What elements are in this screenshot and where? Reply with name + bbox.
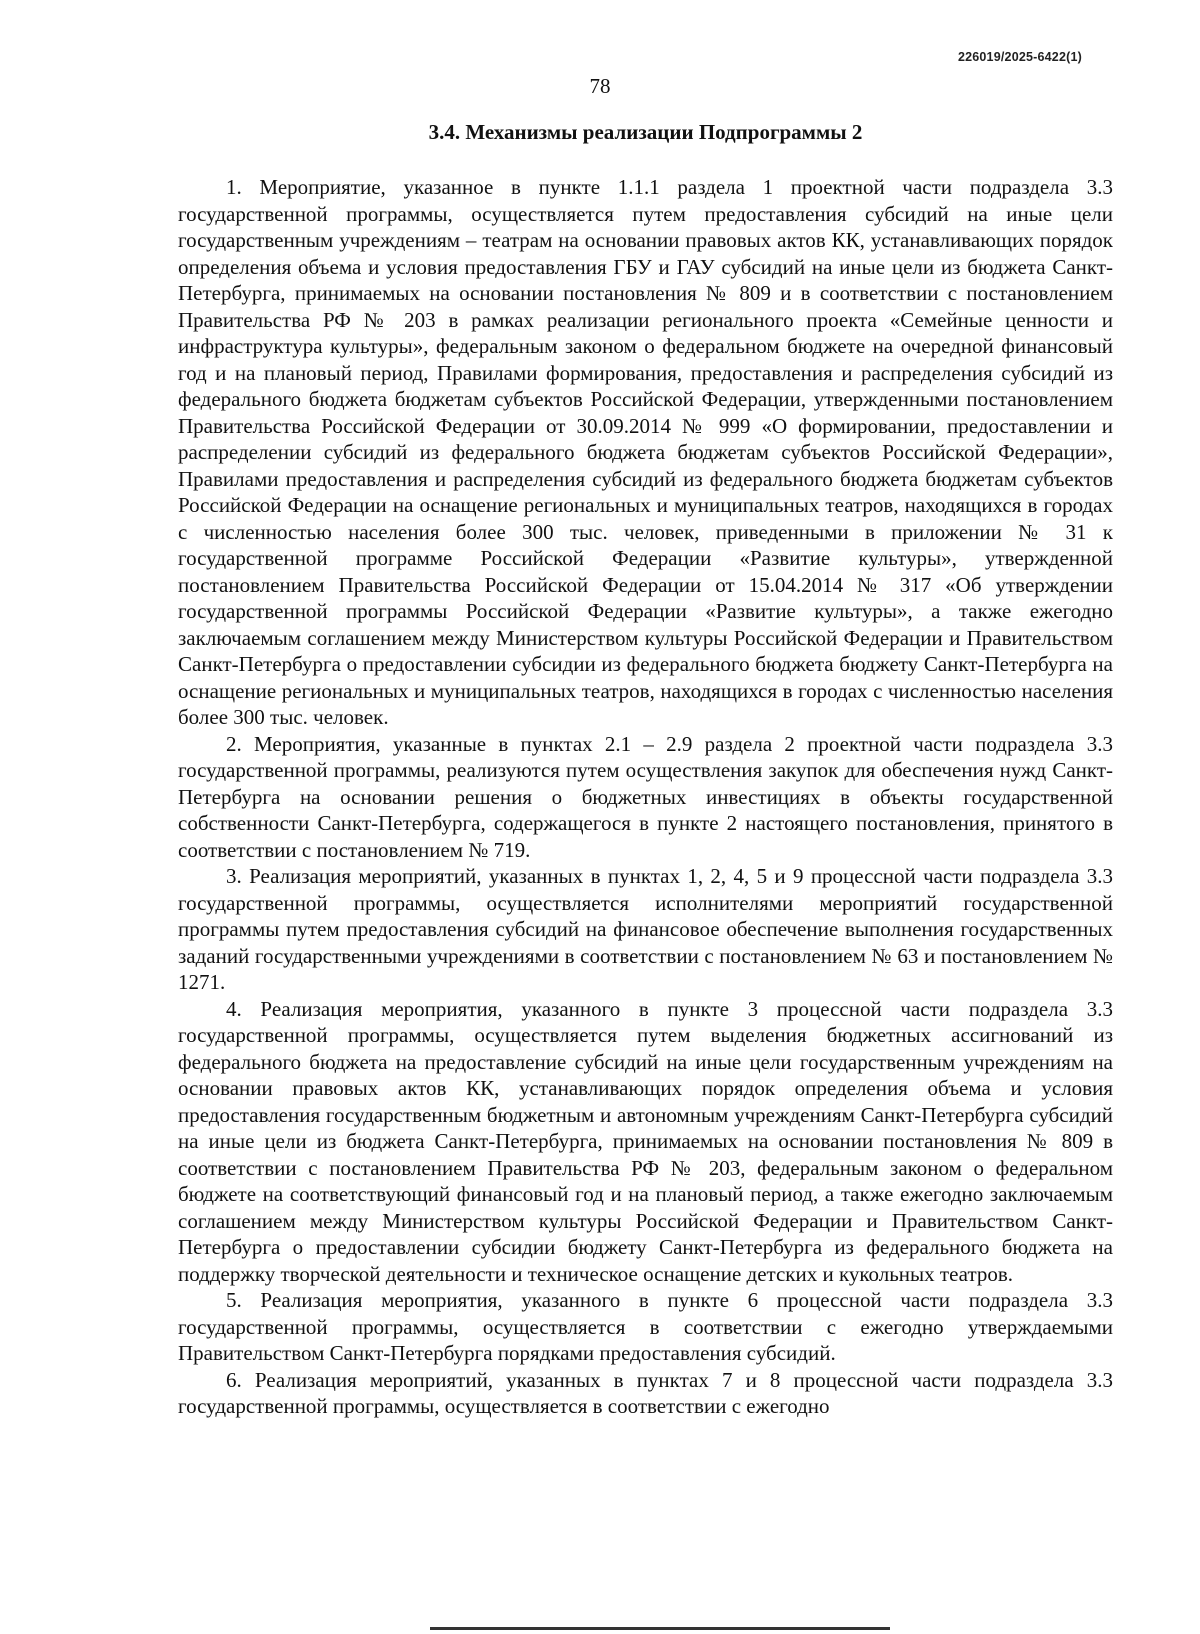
page-number: 78	[589, 74, 611, 98]
document-id: 226019/2025-6422(1)	[957, 50, 1082, 64]
section-title: 3.4. Механизмы реализации Подпрограммы 2	[428, 120, 863, 144]
paragraph-4: 4. Реализация мероприятия, указанного в пункте 3 процессной части подраздела 3.3 государственной программы, осуществляется путем выделения бюджетных ассигнований из федерального бюджета на предоставление субсидий на иные цели государственным учреждениям на основании правовых актов КК, устанавливающих порядок определения объема и условия предоставления государственным бюджетным и автономным учреждениям Санкт-Петербурга субсидий на иные цели из бюджета Санкт-Петербурга, принимаемых на основании постановления № 809 в соответствии с постановлением Правительства РФ № 203, федеральным законом о федеральном бюджете на соответствующий финансовый год и на плановый период, а также ежегодно заключаемым соглашением между Министерством культуры Российской Федерации и Правительством Санкт-Петербурга о предоставлении субсидии бюджету Санкт-Петербурга из федерального бюджета на поддержку творческой деятельности и техническое оснащение детских и кукольных театров.	[178, 996, 1113, 1286]
paragraph-1: 1. Мероприятие, указанное в пункте 1.1.1 раздела 1 проектной части подраздела 3.3 государственной программы, осуществляется путем предоставления субсидий на иные цели государственным учреждениям – театрам на основании правовых актов КК, устанавливающих порядок определения объема и условия предоставления ГБУ и ГАУ субсидий на иные цели из бюджета Санкт-Петербурга, принимаемых на основании постановления № 809 и в соответствии с постановлением Правительства РФ № 203 в рамках реализации регионального проекта «Семейные ценности и инфраструктура культуры», федеральным законом о федеральном бюджете на очередной финансовый год и на плановый период, Правилами формирования, предоставления и распределения субсидий из федерального бюджета бюджетам субъектов Российской Федерации, утвержденными постановлением Правительства Российской Федерации от 30.09.2014 № 999 «О формировании, предоставлении и распределении субсидий из федерального бюджета бюджетам субъектов Российской Федерации», Правилами предоставления и распределения субсидий из федерального бюджета бюджетам субъектов Российской Федерации на оснащение региональных и муниципальных театров, находящихся в городах с численностью населения более 300 тыс. человек, приведенными в приложении № 31 к государственной программе Российской Федерации «Развитие культуры», утвержденной постановлением Правительства Российской Федерации от 15.04.2014 № 317 «Об утверждении государственной программы Российской Федерации «Развитие культуры», а также ежегодно заключаемым соглашением между Министерством культуры Российской Федерации и Правительством Санкт-Петербурга о предоставлении субсидии из федерального бюджета бюджету Санкт-Петербурга на оснащение региональных и муниципальных театров, находящихся в городах с численностью населения более 300 тыс. человек.	[178, 175, 1113, 729]
paragraph-3: 3. Реализация мероприятий, указанных в пунктах 1, 2, 4, 5 и 9 процессной части подраздела 3.3 государственной программы, осуществляется исполнителями мероприятий государственной программы путем предоставления субсидий на финансовое обеспечение выполнения государственных заданий государственными учреждениями в соответствии с постановлением № 63 и постановлением № 1271.	[178, 864, 1113, 994]
paragraph-5: 5. Реализация мероприятия, указанного в пункте 6 процессной части подраздела 3.3 государственной программы, осуществляется в соответствии с ежегодно утверждаемыми Правительством Санкт-Петербурга порядками предоставления субсидий.	[178, 1288, 1113, 1365]
document-body	[178, 174, 1113, 1420]
scan-edge-line	[430, 1627, 890, 1630]
paragraph-2: 2. Мероприятия, указанные в пунктах 2.1 – 2.9 раздела 2 проектной части подраздела 3.3 государственной программы, реализуются путем осуществления закупок для обеспечения нужд Санкт-Петербурга на основании решения о бюджетных инвестициях в объекты государственной собственности Санкт-Петербурга, содержащегося в пункте 2 настоящего постановления, принятого в соответствии с постановлением № 719.	[178, 731, 1113, 862]
paragraph-6: 6. Реализация мероприятий, указанных в пунктах 7 и 8 процессной части подраздела 3.3 государственной программы, осуществляется в соответствии с ежегодно	[178, 1367, 1113, 1418]
